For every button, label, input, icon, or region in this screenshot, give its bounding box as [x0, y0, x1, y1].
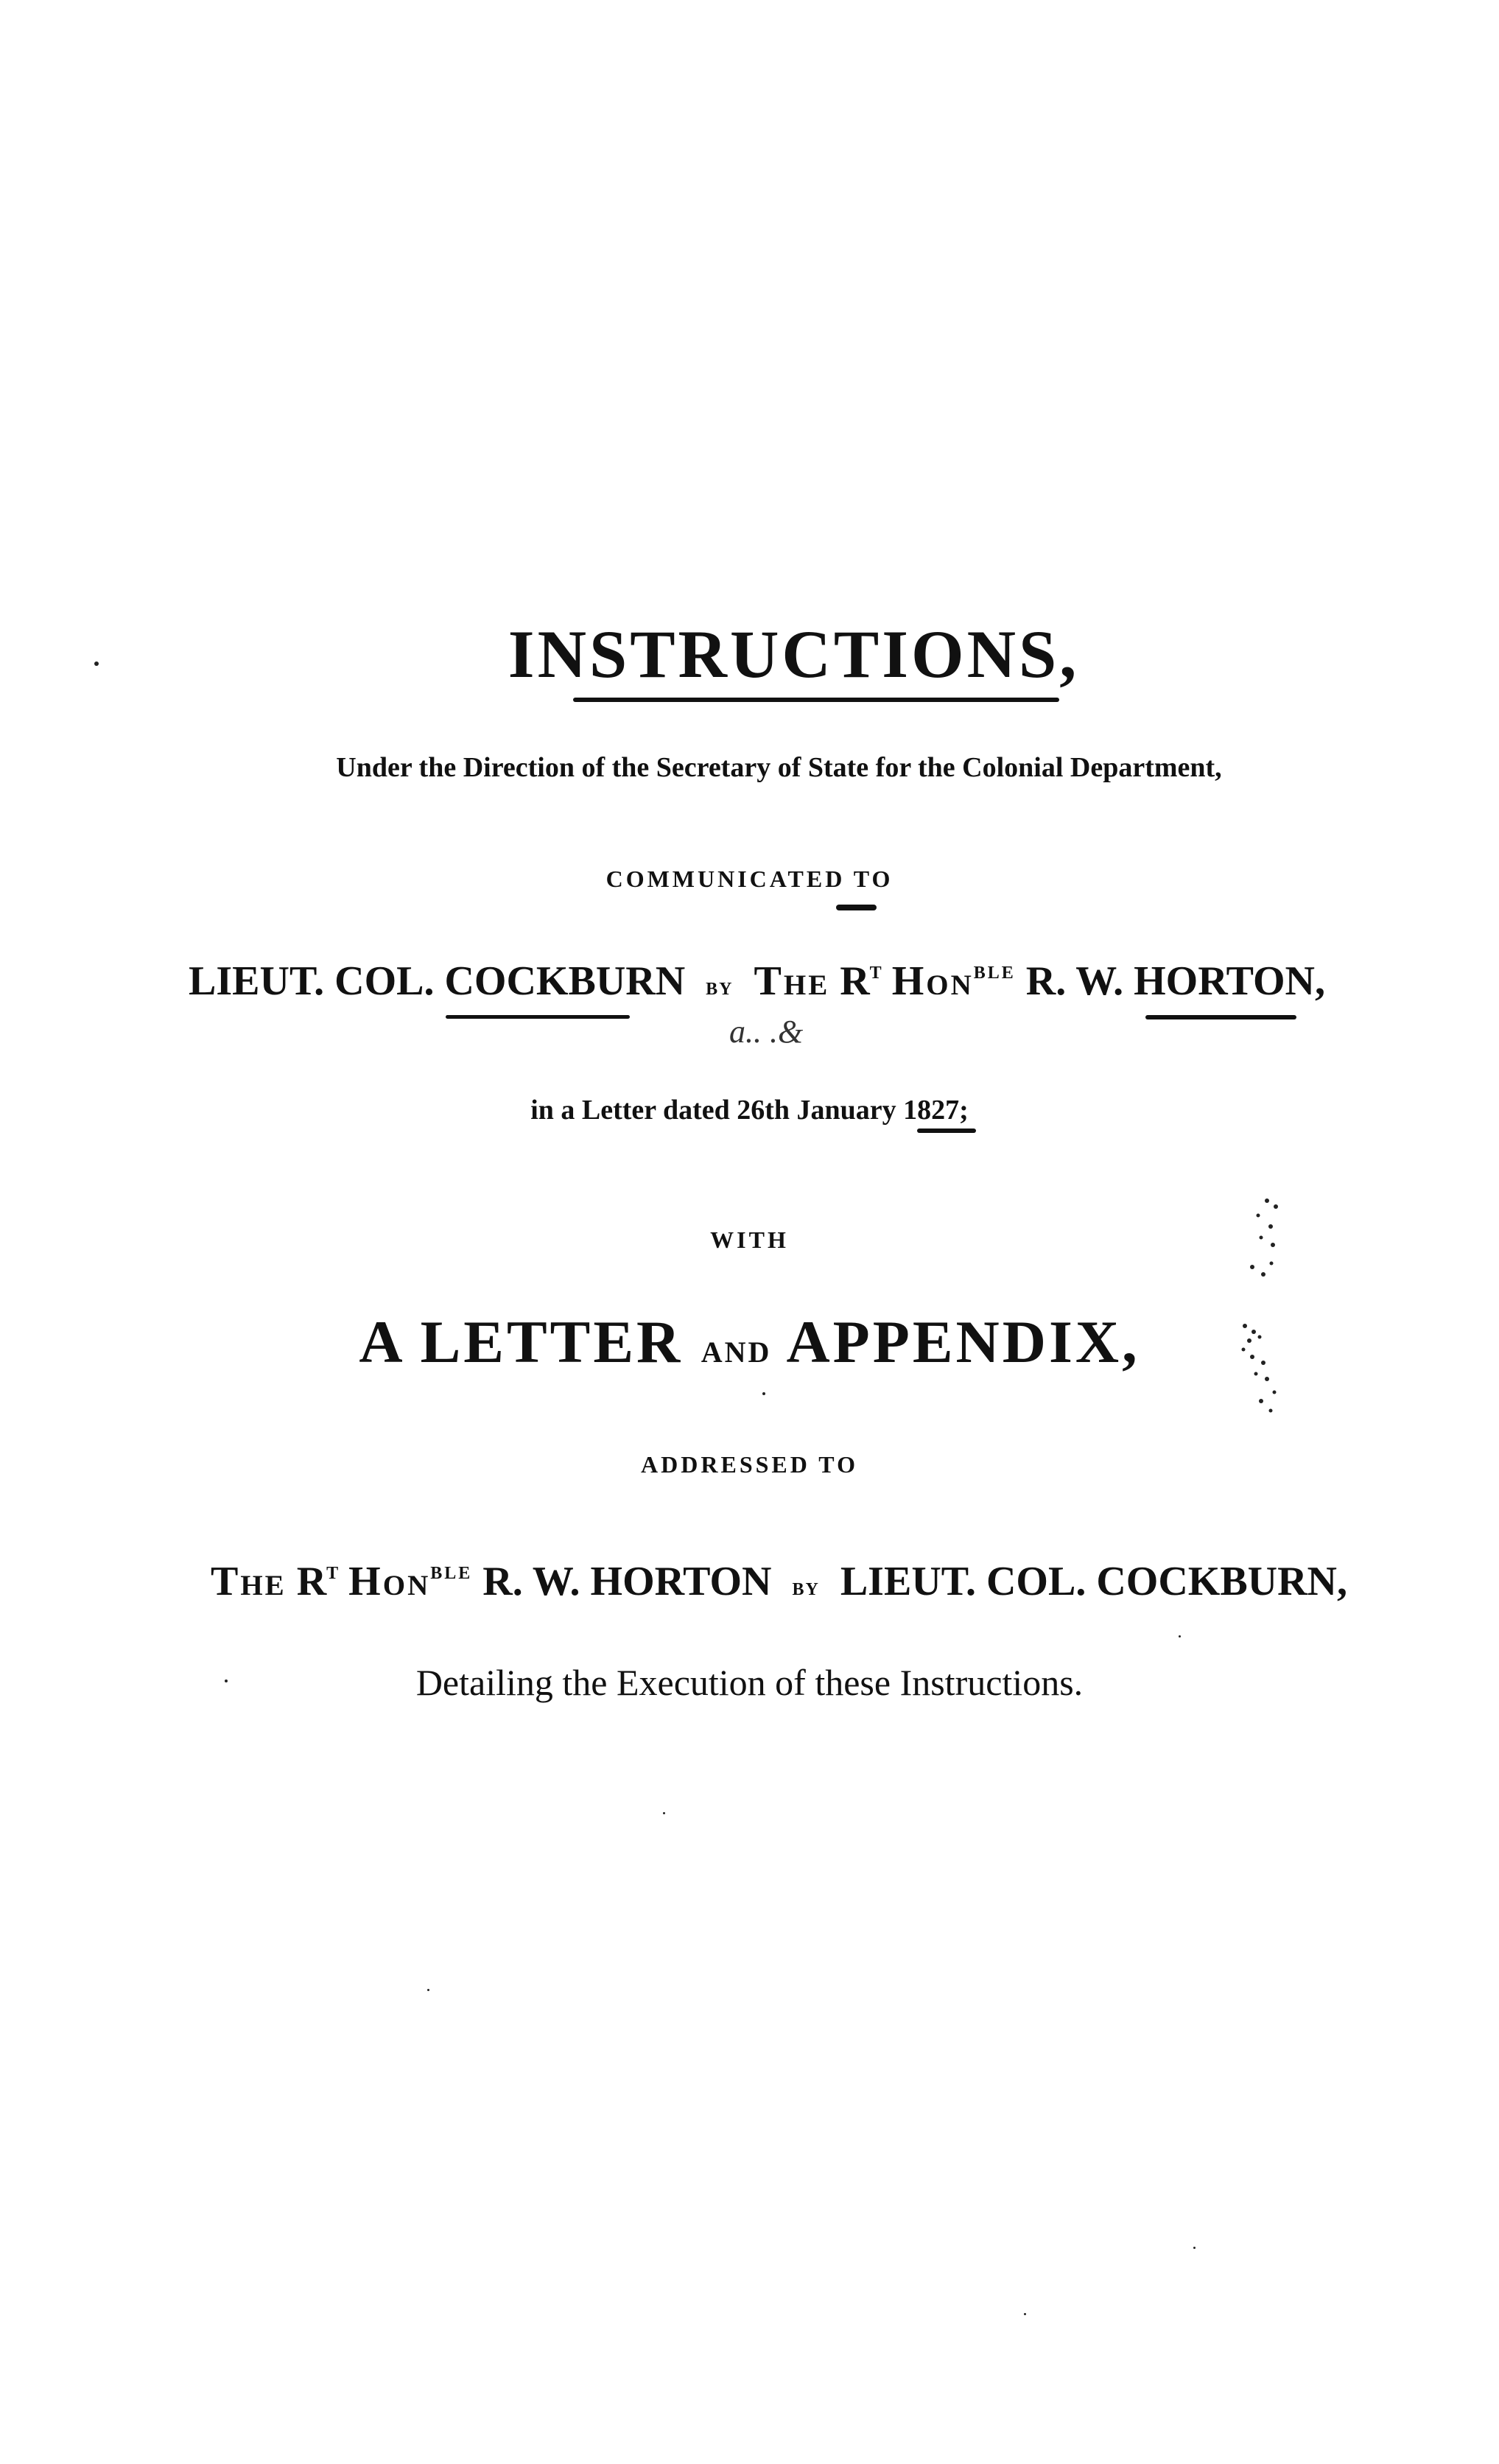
- appendix-text: APPENDIX,: [786, 1308, 1140, 1375]
- stray-mark-7: [1193, 2247, 1196, 2249]
- stray-mark-2: [762, 1392, 765, 1395]
- and-text: AND: [701, 1335, 772, 1369]
- stray-mark-8: [1024, 2313, 1026, 2315]
- rt-abbrev: [840, 958, 881, 1004]
- letter-text: A LETTER: [359, 1308, 684, 1375]
- the-word-2: The: [211, 1559, 287, 1604]
- horton-underline: [1145, 1015, 1296, 1019]
- lieut-col-cockburn-2: LIEUT. COL. COCKBURN,: [840, 1559, 1347, 1604]
- hon-abbrev: [892, 958, 1016, 1004]
- lieut-col-cockburn: [189, 958, 695, 1004]
- stray-mark-4: [1179, 1635, 1181, 1638]
- the-word: The: [754, 958, 830, 1004]
- hon-superscript: BLE: [973, 964, 1016, 983]
- hon-text-2: Hon: [348, 1559, 431, 1604]
- by-word: by: [706, 973, 734, 1000]
- rt-abbrev-2: [297, 1559, 338, 1604]
- rt-superscript-2: T: [326, 1564, 339, 1583]
- recipient-sender-line: [0, 1558, 1499, 1605]
- stray-mark-3: [225, 1679, 228, 1682]
- subtitle: Under the Direction of the Secretary of State for the Colonial Department,: [336, 752, 1222, 783]
- horton-name: R. W. HORTON,: [1025, 958, 1325, 1004]
- handwritten-annotation: a.. .&: [729, 1014, 804, 1050]
- rt-text: R: [840, 958, 870, 1004]
- title-text: INSTRUCTIONS,: [508, 617, 1080, 692]
- stray-mark-5: [663, 1812, 665, 1814]
- rt-text-2: R: [296, 1559, 327, 1604]
- by-word-2: by: [792, 1573, 820, 1601]
- stray-mark-6: [427, 1989, 429, 1991]
- hon-text: Hon: [891, 958, 974, 1004]
- communicated-to-line: COMMUNICATED TO: [605, 866, 894, 892]
- sender-recipient-line: [0, 958, 1499, 1005]
- cockburn-underline: [446, 1015, 630, 1019]
- lieut-name: LIEUT. COL. COCKBURN: [189, 958, 686, 1004]
- letter-date-line: in a Letter dated 26th January 1827;: [530, 1095, 969, 1126]
- date-underline: [917, 1129, 976, 1133]
- document-title: [0, 615, 1499, 702]
- horton-name-2: R. W. HORTON: [482, 1559, 772, 1604]
- hon-superscript-2: BLE: [430, 1564, 473, 1583]
- with-line: WITH: [710, 1226, 789, 1253]
- addressed-to-line: ADDRESSED TO: [641, 1451, 858, 1478]
- ink-speckles: [1179, 1186, 1282, 1444]
- detailing-line: Detailing the Execution of these Instructions.: [415, 1662, 1084, 1703]
- communicated-underline: [836, 905, 877, 910]
- rt-superscript: T: [869, 964, 882, 983]
- hon-abbrev-2: [348, 1559, 472, 1604]
- title-underline: [573, 698, 1059, 702]
